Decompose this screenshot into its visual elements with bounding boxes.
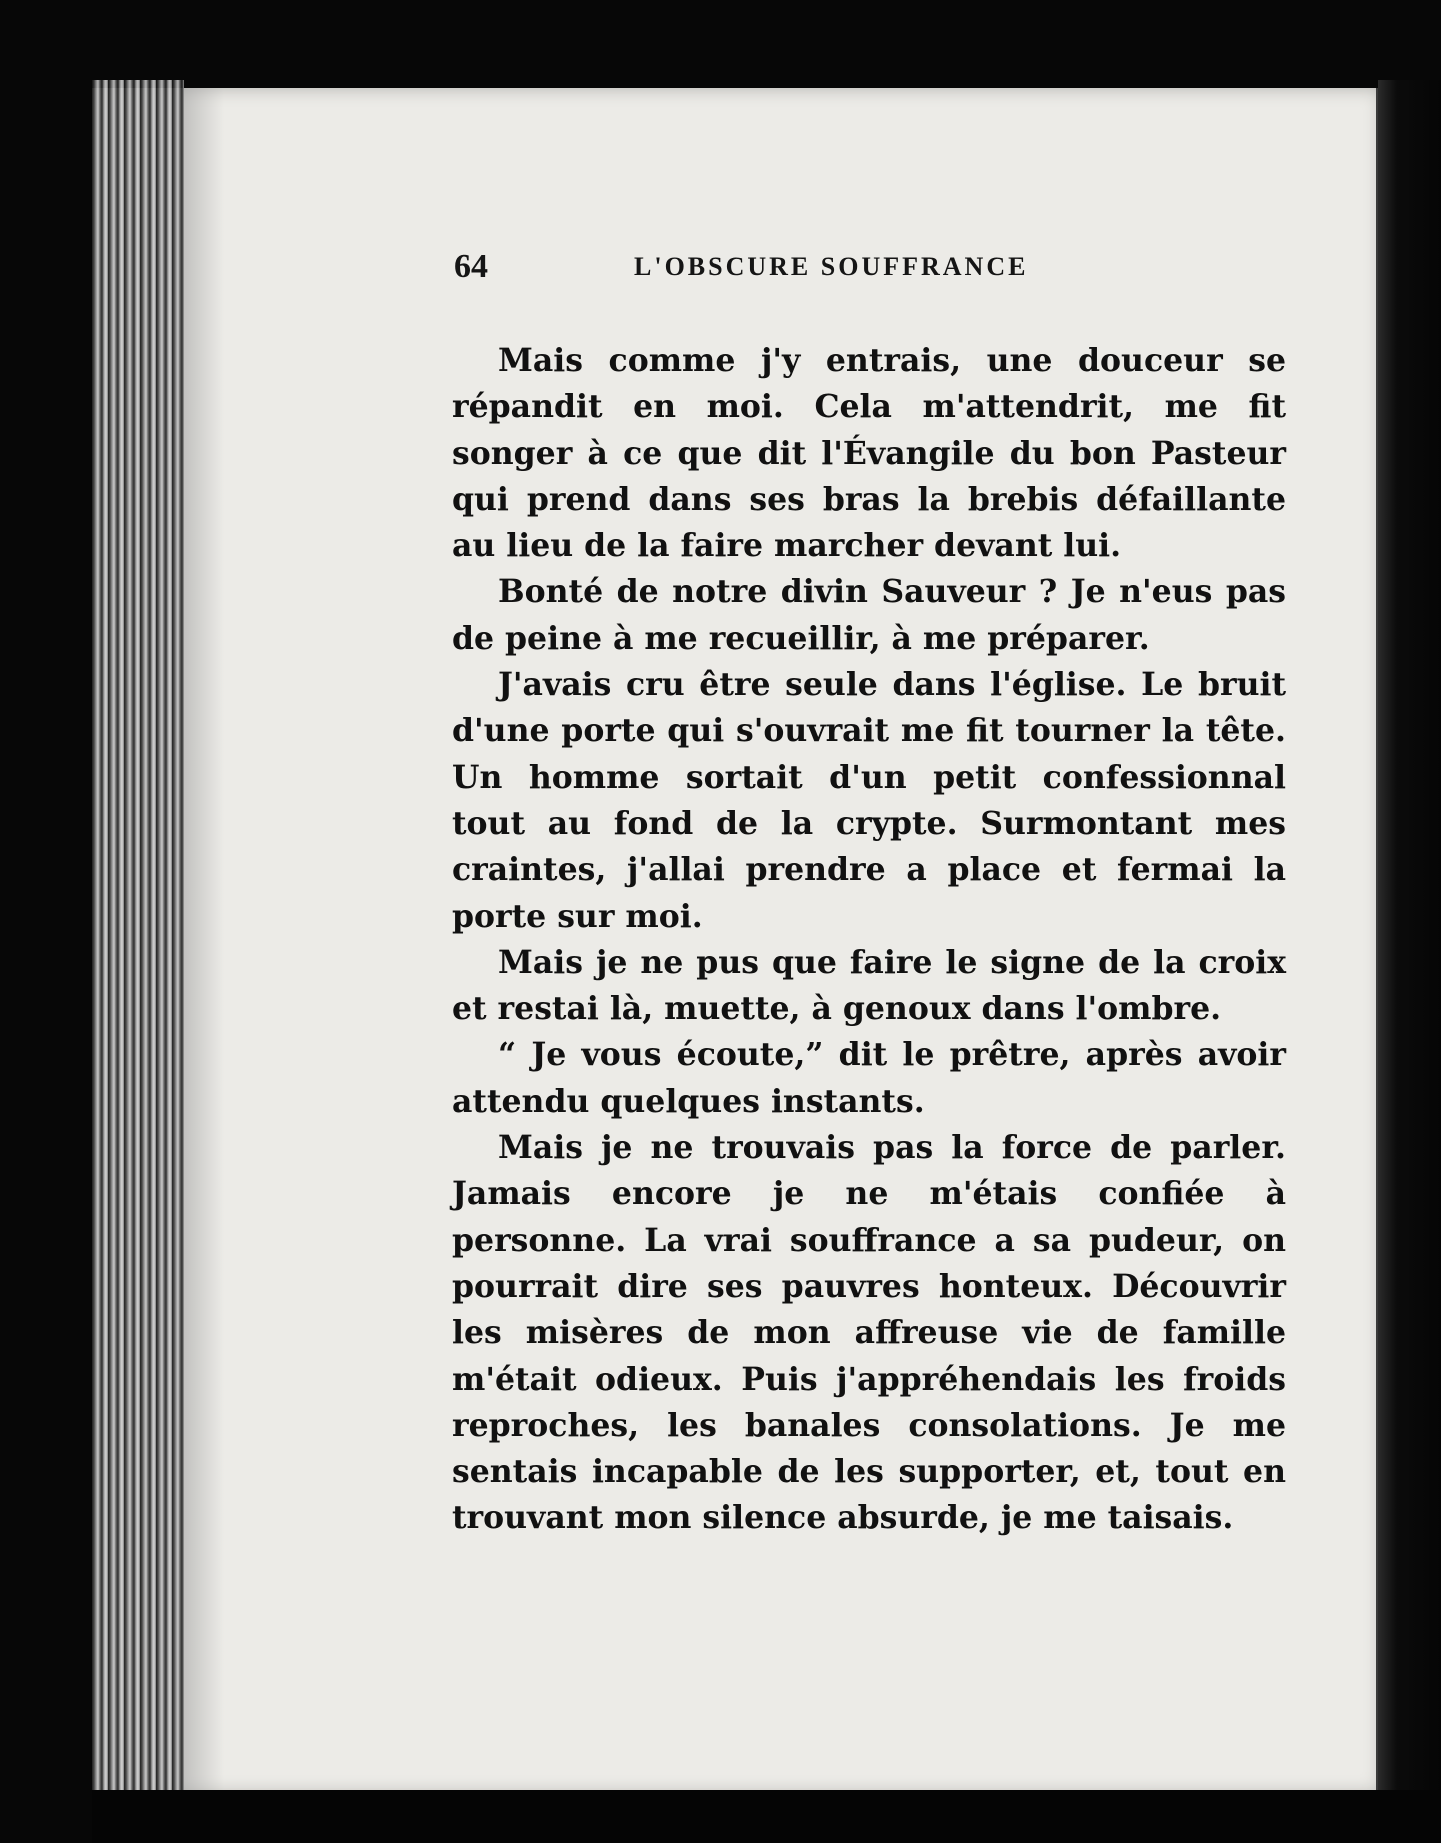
- paragraph: “ Je vous écoute,” dit le prêtre, après avoir attendu quelques instants.: [452, 1036, 1286, 1120]
- paragraph: J'avais cru être seule dans l'église. Le bruit d'une porte qui s'ouvrait me fit tourner la tête. Un homme sortait d'un petit confessionnal tout au fond de la crypte. Surmontant mes craintes, j'allai prendre a place et fermai la porte sur moi.: [452, 666, 1286, 935]
- right-page-edge: [1378, 80, 1441, 1798]
- spine-shadow: [184, 88, 224, 1794]
- page-number: 64: [454, 248, 488, 285]
- running-title: L'OBSCURE SOUFFRANCE: [634, 252, 1029, 281]
- paragraph: Mais comme j'y entrais, une douceur se répandit en moi. Cela m'attendrit, me fit songer à ce que dit l'Évangile du bon Pasteur qui prend dans ses bras la brebis défaillante au lieu de la faire marcher devant lui.: [452, 342, 1286, 565]
- paragraph: Bonté de notre divin Sauveur ? Je n'eus pas de peine à me recueillir, à me préparer.: [452, 573, 1286, 657]
- page-header: [454, 248, 1284, 288]
- book-spine: [92, 80, 184, 1798]
- paragraph: Mais je ne pus que faire le signe de la croix et restai là, muette, à genoux dans l'ombre.: [452, 943, 1286, 1028]
- body-text: [452, 338, 1286, 1542]
- paragraph: Mais je ne trouvais pas la force de parler. Jamais encore je ne m'étais confiée à personne. La vrai souffrance a sa pudeur, on pourrait dire ses pauvres honteux. Découvrir les misères de mon affreuse vie de famille m'était odieux. Puis j'appréhendais les froids reproches, les banales consolations. Je me sentais incapable de les supporter, et, tout en trouvant mon silence absurde, je me taisais.: [452, 1129, 1286, 1537]
- bottom-page-edge: [92, 1790, 1441, 1843]
